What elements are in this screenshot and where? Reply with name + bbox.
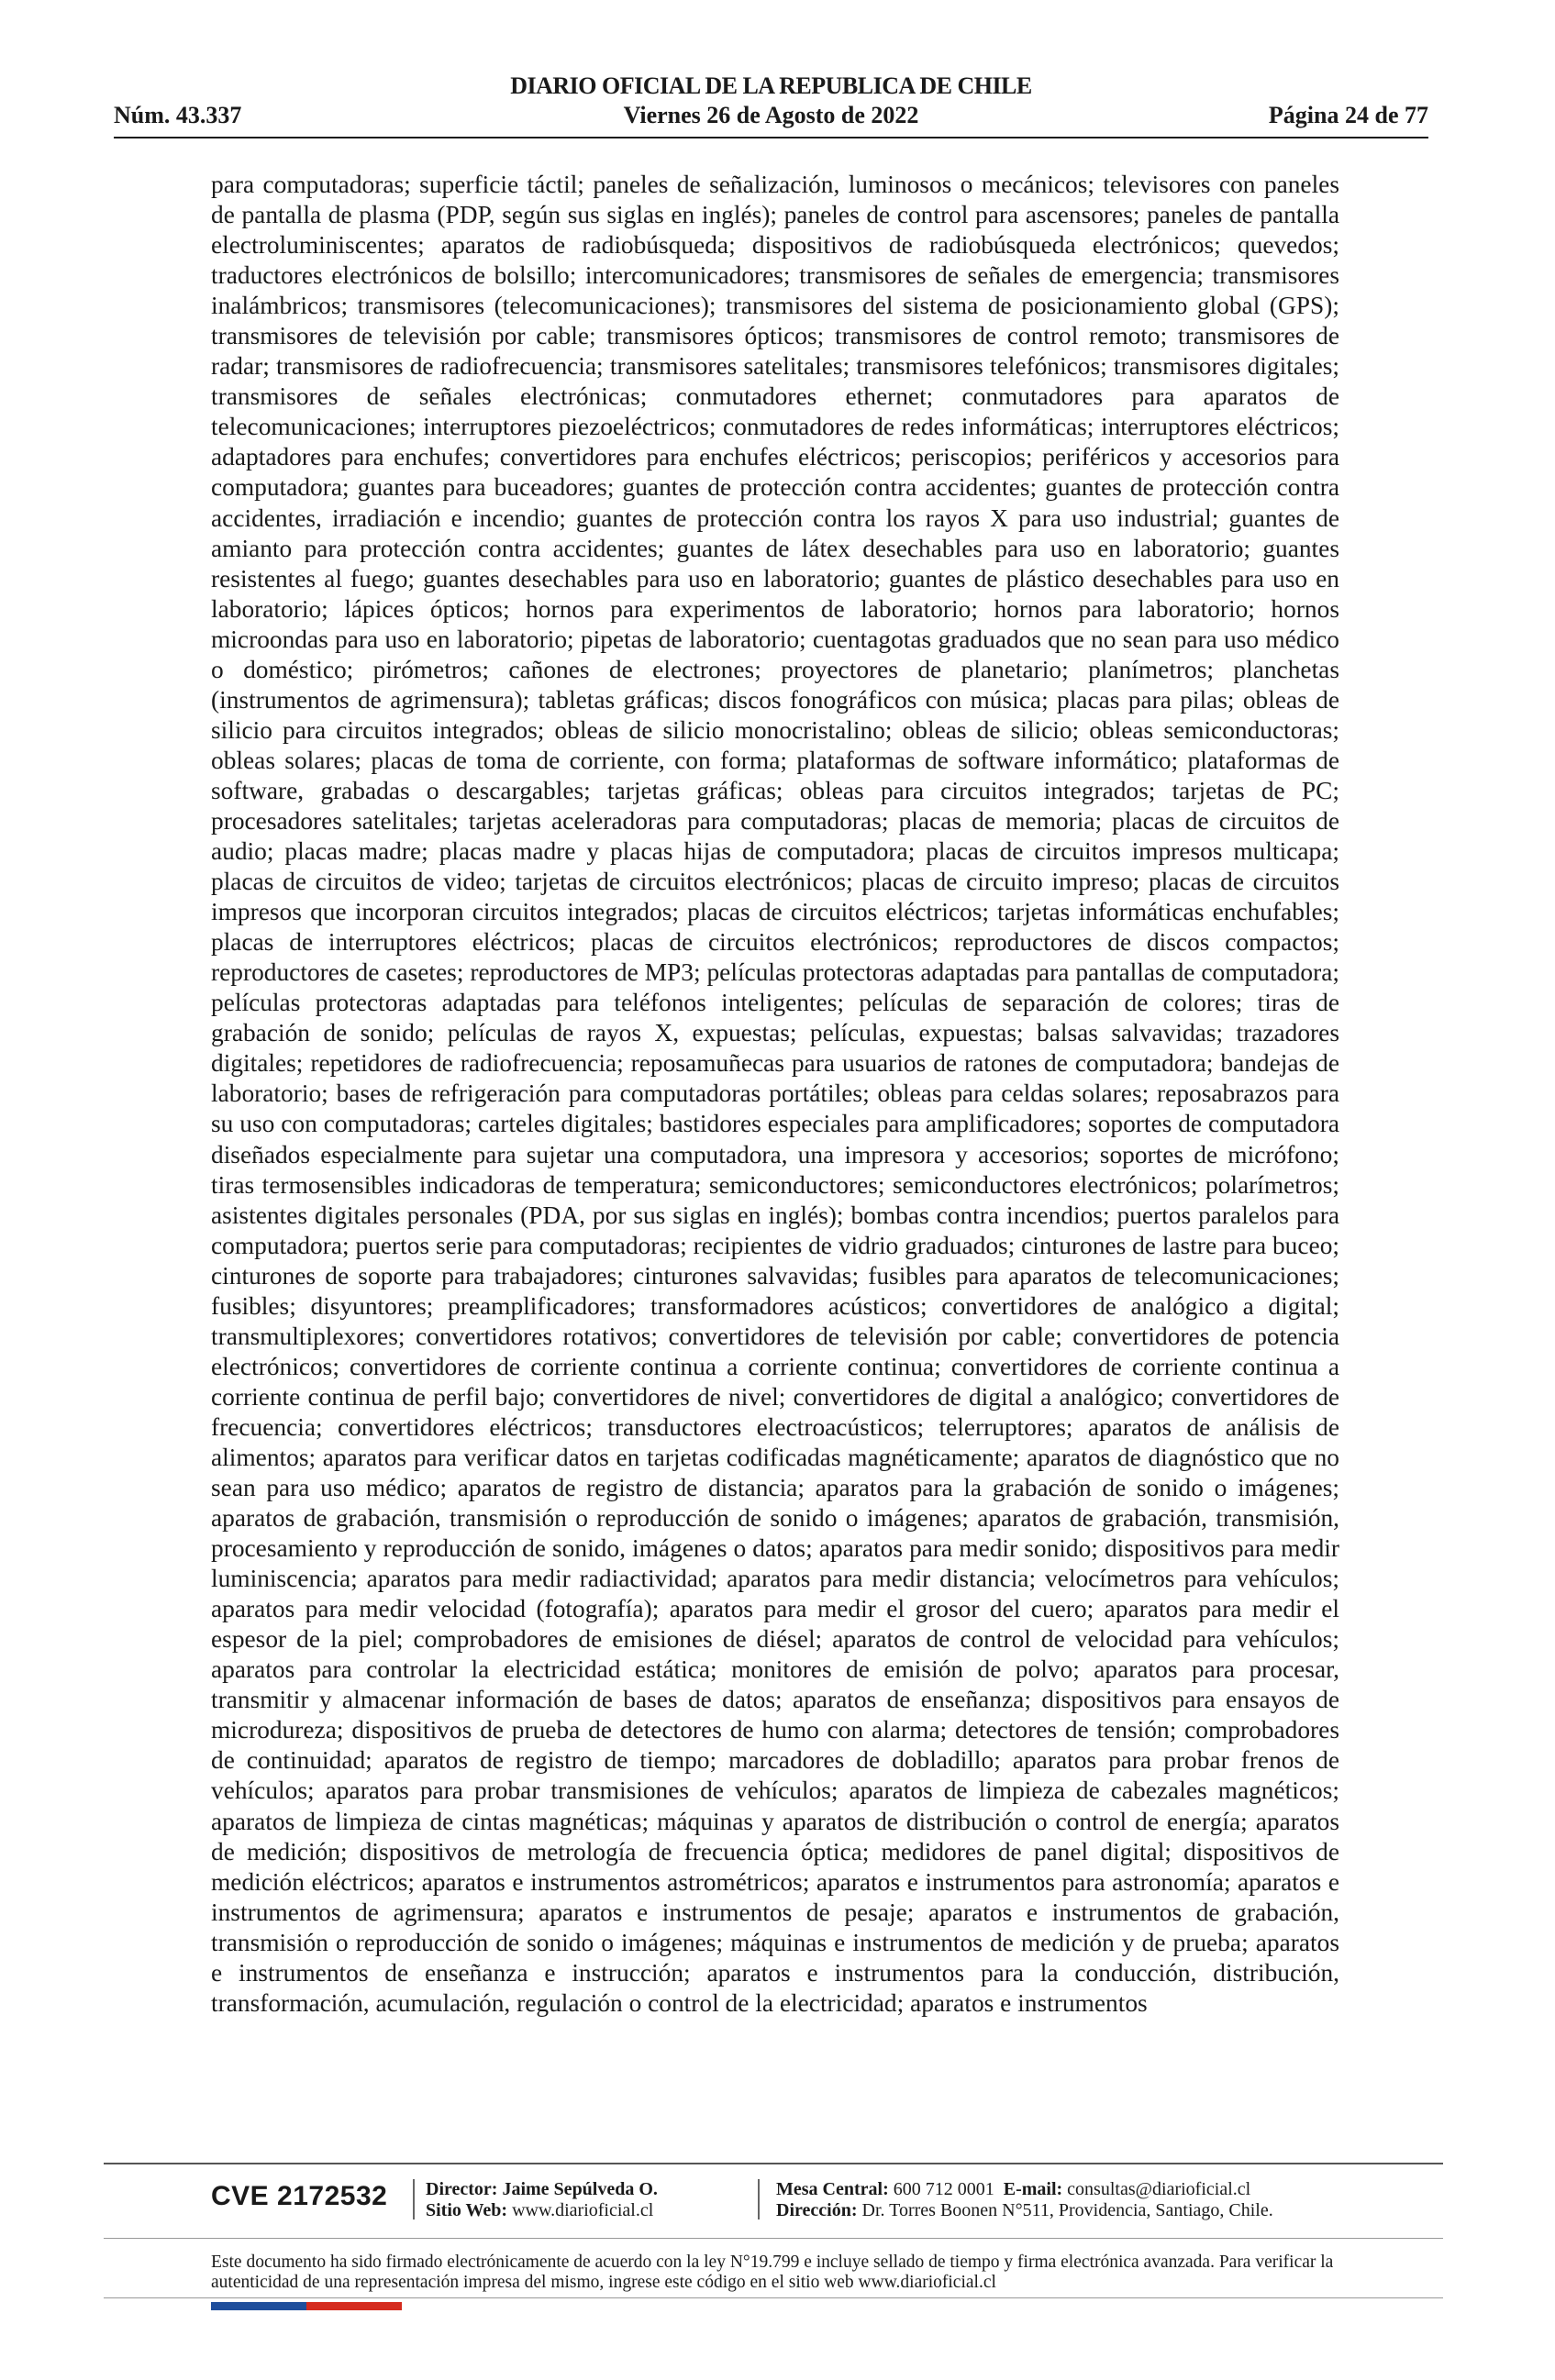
issue-date: Viernes 26 de Agosto de 2022 xyxy=(623,102,919,128)
address-text: Dr. Torres Boonen N°511, Providencia, Santiago, Chile. xyxy=(861,2200,1273,2220)
contact-line xyxy=(776,2179,1273,2200)
email-link[interactable]: consultas@diarioficial.cl xyxy=(1067,2179,1251,2199)
director-name: Jaime Sepúlveda O. xyxy=(502,2179,658,2199)
phone-label: Mesa Central: xyxy=(776,2179,889,2199)
header-info-row xyxy=(114,101,1428,130)
page-header xyxy=(114,72,1428,136)
page-number: Página 24 de 77 xyxy=(1268,102,1428,128)
flag-color-bar xyxy=(211,2302,402,2310)
email-label: E-mail: xyxy=(1003,2179,1063,2199)
footer-divider-bottom xyxy=(104,2297,1443,2298)
director-line xyxy=(426,2179,658,2200)
address-line xyxy=(776,2200,1273,2221)
phone-number: 600 712 0001 xyxy=(893,2179,994,2199)
journal-title: DIARIO OFICIAL DE LA REPUBLICA DE CHILE xyxy=(510,72,1032,99)
contact-info xyxy=(776,2179,1273,2221)
cve-code: CVE 2172532 xyxy=(211,2181,388,2211)
flag-blue-segment xyxy=(211,2302,306,2310)
issue-number: Núm. 43.337 xyxy=(114,102,242,128)
footer-divider-middle xyxy=(104,2238,1443,2239)
website-label: Sitio Web: xyxy=(426,2200,508,2220)
footer-separator xyxy=(413,2179,415,2219)
website-link[interactable]: www.diarioficial.cl xyxy=(512,2200,654,2220)
website-line xyxy=(426,2200,658,2221)
address-label: Dirección: xyxy=(776,2200,858,2220)
signature-note: Este documento ha sido firmado electrónicamente de acuerdo con la ley N°19.799 e incluye sellado de tiempo y firma electrónica avanzada. Para verificar la autenticidad de una representación impresa del mismo, ingrese este código en el sitio web www.diarioficial.cl xyxy=(211,2253,1334,2292)
body-paragraph: para computadoras; superficie táctil; paneles de señalización, luminosos o mecánicos; televisores con paneles de pantalla de plasma (PDP, según sus siglas en inglés); paneles de control para ascensores; paneles de pantalla electroluminiscentes; aparatos de radiobúsqueda; dispositivos de radiobúsqueda electrónicos; quevedos; traductores electrónicos de bolsillo; intercomunicadores; transmisores de señales de emergencia; transmisores inalámbricos; transmisores (telecomunicaciones); transmisores del sistema de posicionamiento global (GPS); transmisores de televisión por cable; transmisores ópticos; transmisores de control remoto; transmisores de radar; transmisores de radiofrecuencia; transmisores satelitales; transmisores telefónicos; transmisores digitales; transmisores de señales electrónicas; conmutadores ethernet; conmutadores para aparatos de telecomunicaciones; interruptores piezoeléctricos; conmutadores de redes informáticas; interruptores eléctricos; adaptadores para enchufes; convertidores para enchufes eléctricos; periscopios; periféricos y accesorios para computadora; guantes para buceadores; guantes de protección contra accidentes; guantes de protección contra accidentes, irradiación e incendio; guantes de protección contra los rayos X para uso industrial; guantes de amianto para protección contra accidentes; guantes de látex desechables para uso en laboratorio; guantes resistentes al fuego; guantes desechables para uso en laboratorio; guantes de plástico desechables para uso en laboratorio; lápices ópticos; hornos para experimentos de laboratorio; hornos para laboratorio; hornos microondas para uso en laboratorio; pipetas de laboratorio; cuentagotas graduados que no sean para uso médico o doméstico; pirómetros; cañones de electrones; proyectores de planetario; planímetros; planchetas (instrumentos de agrimensura); tabletas gráficas; discos fonográficos con música; placas para pilas; obleas de silicio para circuitos integrados; obleas de silicio monocristalino; obleas de silicio; obleas semiconductoras; obleas solares; placas de toma de corriente, con forma; plataformas de software informático; plataformas de software, grabadas o descargables; tarjetas gráficas; obleas para circuitos integrados; tarjetas de PC; procesadores satelitales; tarjetas aceleradoras para computadoras; placas de memoria; placas de circuitos de audio; placas madre; placas madre y placas hijas de computadora; placas de circuitos impresos multicapa; placas de circuitos de video; tarjetas de circuitos electrónicos; placas de circuito impreso; placas de circuitos impresos que incorporan circuitos integrados; placas de circuitos eléctricos; tarjetas informáticas enchufables; placas de interruptores eléctricos; placas de circuitos electrónicos; reproductores de discos compactos; reproductores de casetes; reproductores de MP3; películas protectoras adaptadas para pantallas de computadora; películas protectoras adaptadas para teléfonos inteligentes; películas de separación de colores; tiras de grabación de sonido; películas de rayos X, expuestas; películas, expuestas; balsas salvavidas; trazadores digitales; repetidores de radiofrecuencia; reposamuñecas para usuarios de ratones de computadora; bandejas de laboratorio; bases de refrigeración para computadoras portátiles; obleas para celdas solares; reposabrazos para su uso con computadoras; carteles digitales; bastidores especiales para amplificadores; soportes de computadora diseñados especialmente para sujetar una computadora, una impresora y accesorios; soportes de micrófono; tiras termosensibles indicadoras de temperatura; semiconductores; semiconductores electrónicos; polarímetros; asistentes digitales personales (PDA, por sus siglas en inglés); bombas contra incendios; puertos paralelos para computadora; puertos serie para computadoras; recipientes de vidrio graduados; cinturones de lastre para buceo; cinturones de soporte para trabajadores; cinturones salvavidas; fusibles para aparatos de telecomunicaciones; fusibles; disyuntores; preamplificadores; transformadores acústicos; convertidores de analógico a digital; transmultiplexores; convertidores rotativos; convertidores de televisión por cable; convertidores de potencia electrónicos; convertidores de corriente continua a corriente continua; convertidores de corriente continua a corriente continua de perfil bajo; convertidores de nivel; convertidores de digital a analógico; convertidores de frecuencia; convertidores eléctricos; transductores electroacústicos; telerruptores; aparatos de análisis de alimentos; aparatos para verificar datos en tarjetas codificadas magnéticamente; aparatos de diagnóstico que no sean para uso médico; aparatos de registro de distancia; aparatos para la grabación de sonido o imágenes; aparatos de grabación, transmisión o reproducción de sonido o imágenes; aparatos de grabación, transmisión, procesamiento y reproducción de sonido, imágenes o datos; aparatos para medir sonido; dispositivos para medir luminiscencia; aparatos para medir radiactividad; aparatos para medir distancia; velocímetros para vehículos; aparatos para medir velocidad (fotografía); aparatos para medir el grosor del cuero; aparatos para medir el espesor de la piel; comprobadores de emisiones de diésel; aparatos de control de velocidad para vehículos; aparatos para controlar la electricidad estática; monitores de emisión de polvo; aparatos para procesar, transmitir y almacenar información de bases de datos; aparatos de enseñanza; dispositivos para ensayos de microdureza; dispositivos de prueba de detectores de humo con alarma; detectores de tensión; comprobadores de continuidad; aparatos de registro de tiempo; marcadores de dobladillo; aparatos para probar frenos de vehículos; aparatos para probar transmisiones de vehículos; aparatos de limpieza de cabezales magnéticos; aparatos de limpieza de cintas magnéticas; máquinas y aparatos de distribución o control de energía; aparatos de medición; dispositivos de metrología de frecuencia óptica; medidores de panel digital; dispositivos de medición eléctricos; aparatos e instrumentos astrométricos; aparatos e instrumentos para astronomía; aparatos e instrumentos de agrimensura; aparatos e instrumentos de pesaje; aparatos e instrumentos de grabación, transmisión o reproducción de sonido o imágenes; máquinas e instrumentos de medición y de prueba; aparatos e instrumentos de enseñanza e instrucción; aparatos e instrumentos para la conducción, distribución, transformación, acumulación, regulación o control de la electricidad; aparatos e instrumentos xyxy=(211,171,1339,2017)
director-info xyxy=(426,2179,658,2221)
footer-separator xyxy=(758,2179,760,2219)
flag-red-segment xyxy=(306,2302,402,2310)
header-divider xyxy=(114,137,1428,138)
footer-divider-top xyxy=(104,2163,1443,2164)
director-label: Director: xyxy=(426,2179,498,2199)
